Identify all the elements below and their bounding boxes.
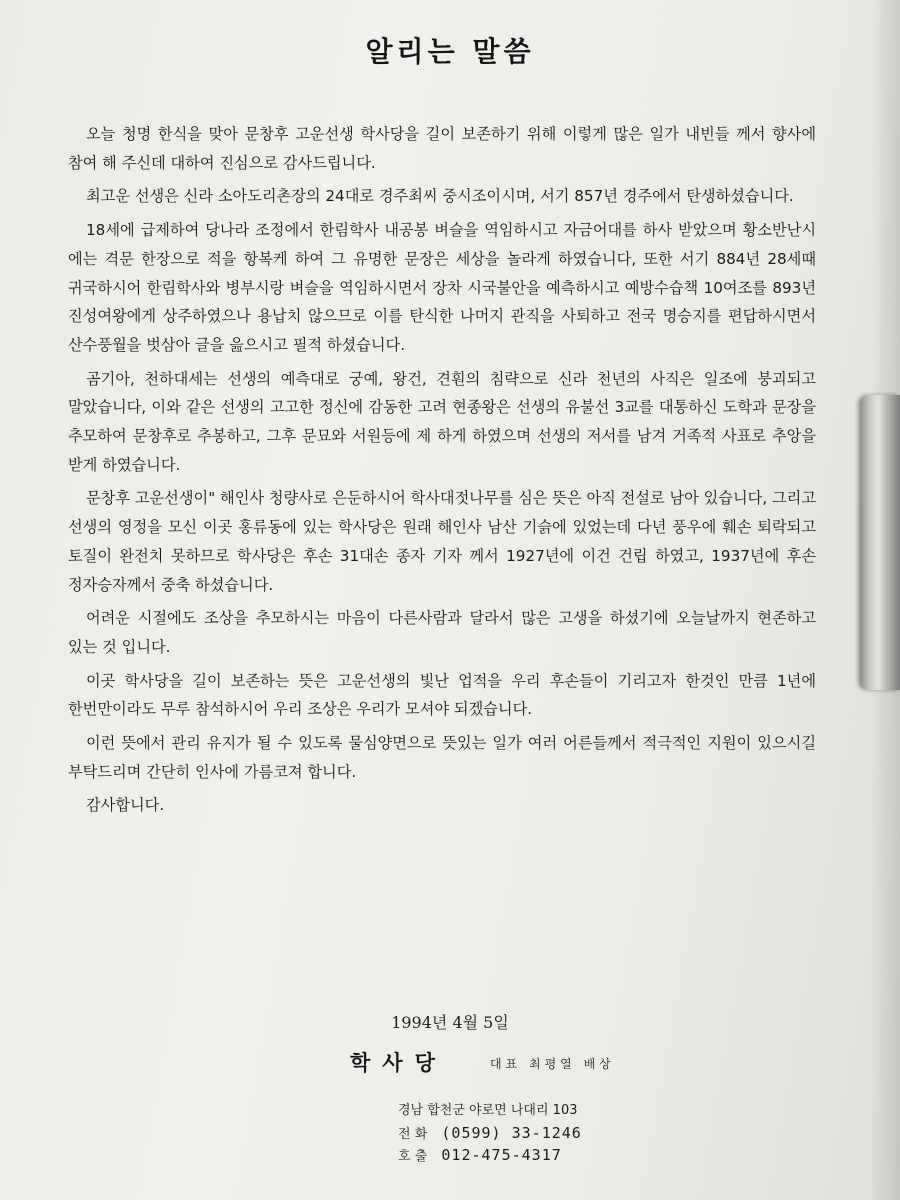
signature-organization: 학사당 <box>350 1051 447 1075</box>
phone-label: 전 화 <box>398 1127 428 1142</box>
paragraph-hardship: 어려운 시절에도 조상을 추모하시는 마음이 다른사람과 달라서 많은 고생을 하셨기에 오늘날까지 현존하고 있는 것 입니다. <box>68 609 816 656</box>
binder-clip <box>860 395 900 690</box>
pager-label: 호 출 <box>398 1149 428 1164</box>
paragraph-history: 문창후 고운선생이" 해인사 청량사로 은둔하시어 학사대젓나무를 심은 뜻은 아직 전설로 남아 있습니다, 그리고 선생의 영정을 모신 이곳 홍류동에 있는 학사당은 원래 해인사 남산 기슭에 있었는데 다년 풍우에 훼손 퇴락되고 토질이 완전치 못하므로 학사당은 후손 31대손 종자 기자 께서 1927년에 이건 건립 하였고, 1937년에 후손 정자승자께서 중축 하셨습니다. <box>68 489 816 594</box>
paragraph-preservation: 이곳 학사당을 길이 보존하는 뜻은 고운선생의 빛난 업적을 우리 후손들이 기리고자 한것인 만큼 1년에 한번만이라도 무루 참석하시어 우리 조상은 우리가 모셔야 되겠습니다. <box>68 671 816 719</box>
paragraph-career: 18세에 급제하여 당나라 조정에서 한림학사 내공봉 벼슬을 역임하시고 자금어대를 하사 받았으며 황소반난시 에는 격문 한장으로 적을 항복케 하여 그 유명한 문장은 세상을 놀라게 하였습니다, 또한 서기 884년 28세때 귀국하시어 한림학사와 병부시랑 벼슬을 역임하시면서 장차 시국불안을 예측하시고 예방수습책 10여조를 893년 진성여왕에게 상주하였으나 용납치 않으므로 이를 탄식한 나머지 관직을 사퇴하고 전국 명승지를 편답하시면서 산수풍월을 벗삼아 글을 읊으시고 필적 하셨습니다. <box>68 221 816 354</box>
contact-phone-row <box>398 1122 582 1144</box>
paragraph-birth: 최고운 선생은 신라 소아도리촌장의 24대로 경주최씨 중시조이시며, 서기 857년 경주에서 탄생하셨습니다. <box>86 187 794 206</box>
paragraph-thanks: 감사합니다. <box>86 796 165 815</box>
contact-address: 경남 합천군 야로면 나대리 103 <box>398 1103 578 1118</box>
paragraph-legacy: 곰기아, 천하대세는 선생의 예측대로 궁예, 왕건, 견훤의 침략으로 신라 천년의 사직은 일조에 붕괴되고 말았습니다, 이와 같은 선생의 고고한 정신에 감동한 고려 현종왕은 선생의 유불선 3교를 대통하신 도학과 문장을 추모하여 문창후로 추봉하고, 그후 문묘와 서원등에 제 하게 하였으며 선생의 저서를 남겨 거족적 사표로 추앙을 받게 하였습니다. <box>68 369 816 474</box>
contact-block <box>398 1100 582 1166</box>
paragraph-request: 이런 뜻에서 관리 유지가 될 수 있도록 물심양면으로 뜻있는 일가 여러 어른들께서 적극적인 지원이 있으시길 부탁드리며 간단히 인사에 가름코져 합니다. <box>68 734 816 781</box>
paragraph-greeting: 오늘 청명 한식을 맞아 문창후 고운선생 학사당을 길이 보존하기 위해 이렇게 많은 일가 내빈들 께서 향사에 참여 해 주신데 대하여 진심으로 감사드립니다. <box>68 125 816 172</box>
letter-body <box>68 120 816 825</box>
pager-number: 012-475-4317 <box>441 1146 562 1164</box>
contact-pager-row <box>398 1144 582 1166</box>
signature-representative: 대표 최평열 배상 <box>490 1057 615 1071</box>
letter-date: 1994년 4월 5일 <box>391 1013 509 1032</box>
phone-number: (0599) 33-1246 <box>441 1124 582 1142</box>
document-title: 알리는 말씀 <box>365 35 535 68</box>
